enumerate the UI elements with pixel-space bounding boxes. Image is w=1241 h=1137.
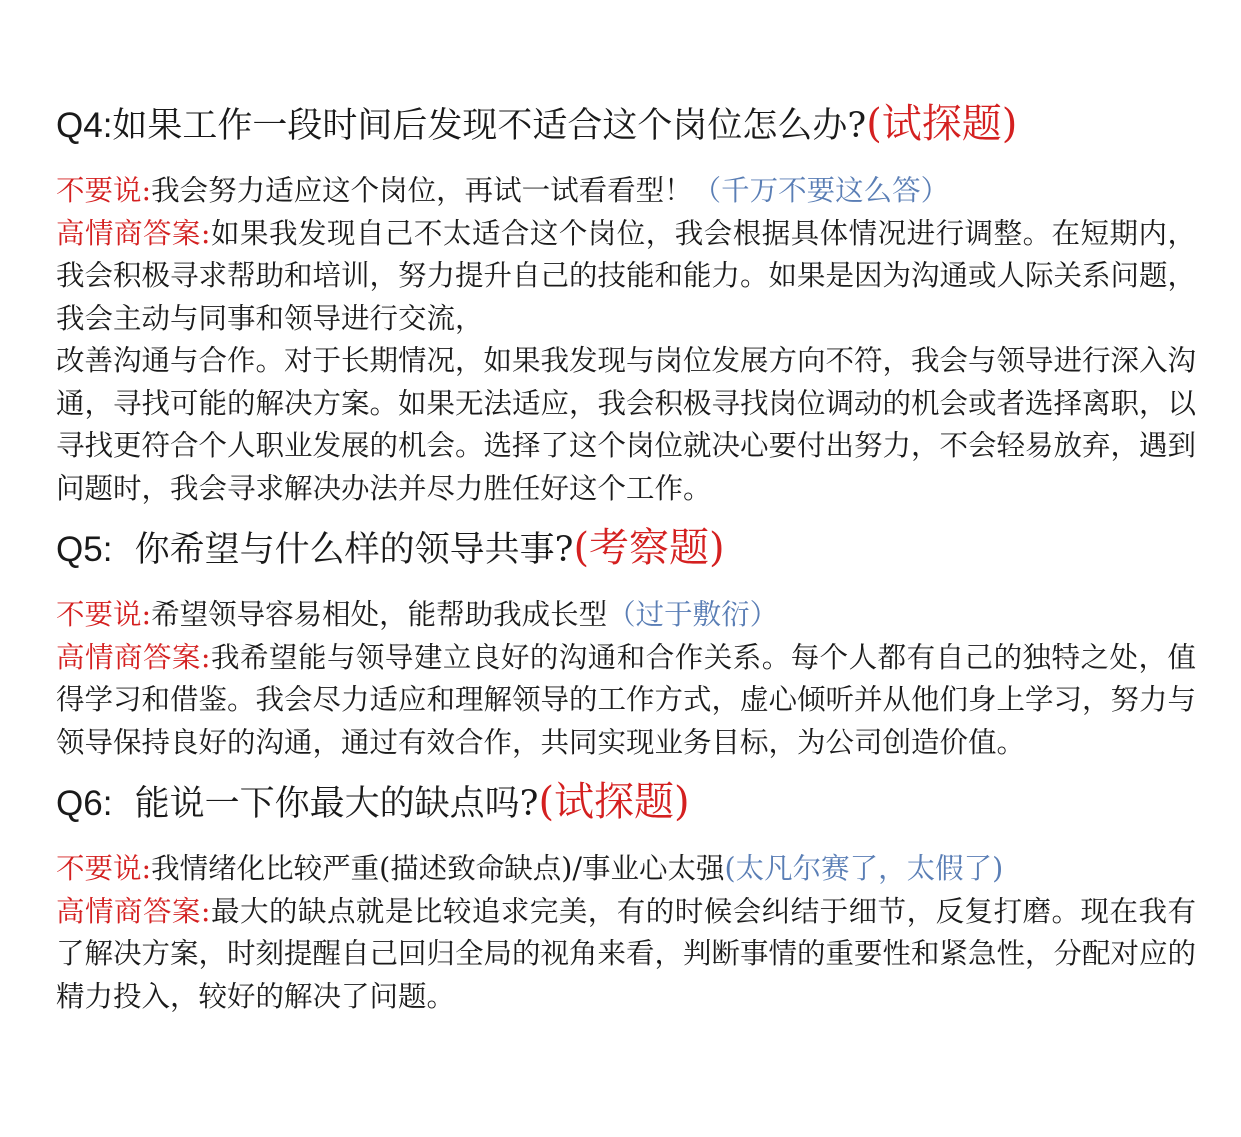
question-number: Q4: bbox=[56, 106, 113, 145]
question-number: Q6: bbox=[56, 784, 113, 823]
question-heading bbox=[56, 100, 1196, 150]
dont-say-line bbox=[56, 594, 1196, 637]
dont-say-text: 我会努力适应这个岗位，再试一试看看型！ bbox=[151, 174, 693, 207]
question-type-tag: (试探题) bbox=[866, 101, 1018, 147]
question-text: 你希望与什么样的领导共事? bbox=[112, 530, 574, 570]
dont-say-note: （过于敷衍） bbox=[607, 598, 779, 631]
answer-paragraph bbox=[56, 637, 1196, 765]
question-number: Q5: bbox=[56, 530, 113, 569]
answer-text: 最大的缺点就是比较追求完美，有的时候会纠结于细节，反复打磨。现在我有了解决方案，时刻提醒自己回归全局的视角来看，判断事情的重要性和紧急性，分配对应的精力投入，较好的解决了问题。 bbox=[56, 894, 1197, 1013]
dont-say-line bbox=[56, 848, 1196, 891]
dont-say-label: 不要说: bbox=[56, 174, 152, 207]
answer-label: 高情商答案: bbox=[56, 894, 211, 928]
section-q5 bbox=[56, 524, 1196, 764]
dont-say-line bbox=[56, 170, 1196, 213]
section-q6 bbox=[56, 778, 1196, 1018]
section-q4 bbox=[56, 100, 1196, 510]
answer-text: 改善沟通与合作。对于长期情况，如果我发现与岗位发展方向不符，我会与领导进行深入沟通，寻找可能的解决方案。如果无法适应，我会积极寻找岗位调动的机会或者选择离职，以寻找更符合个人职业发展的机会。选择了这个岗位就决心要付出努力，不会轻易放弃，遇到问题时，我会寻求解决办法并尽力胜任好这个工作。 bbox=[56, 344, 1197, 505]
answer-label: 高情商答案: bbox=[56, 216, 211, 250]
question-type-tag: (考察题) bbox=[573, 525, 725, 571]
dont-say-note: （千万不要这么答） bbox=[692, 174, 950, 207]
answer-text: 如果我发现自己不太适合这个岗位，我会根据具体情况进行调整。在短期内，我会积极寻求帮助和培训，努力提升自己的技能和能力。如果是因为沟通或人际关系问题，我会主动与同事和领导进行交流， bbox=[56, 216, 1197, 335]
question-heading bbox=[56, 524, 1196, 574]
answer-label: 高情商答案: bbox=[56, 640, 211, 674]
question-text: 能说一下你最大的缺点吗? bbox=[112, 784, 539, 824]
answer-paragraph bbox=[56, 891, 1196, 1019]
dont-say-text: 我情绪化比较严重(描述致命缺点)/事业心太强 bbox=[151, 852, 725, 885]
question-heading bbox=[56, 778, 1196, 828]
answer-paragraph-continued bbox=[56, 340, 1196, 510]
dont-say-label: 不要说: bbox=[56, 852, 152, 885]
dont-say-text: 希望领导容易相处，能帮助我成长型 bbox=[151, 598, 608, 631]
answer-paragraph bbox=[56, 213, 1196, 341]
question-text: 如果工作一段时间后发现不适合这个岗位怎么办? bbox=[112, 106, 867, 146]
dont-say-note: (太凡尔赛了，太假了) bbox=[724, 852, 1004, 885]
question-type-tag: (试探题) bbox=[538, 779, 690, 825]
document-page bbox=[56, 100, 1196, 1032]
dont-say-label: 不要说: bbox=[56, 598, 152, 631]
answer-text: 我希望能与领导建立良好的沟通和合作关系。每个人都有自己的独特之处，值得学习和借鉴。我会尽力适应和理解领导的工作方式，虚心倾听并从他们身上学习，努力与领导保持良好的沟通，通过有效合作，共同实现业务目标，为公司创造价值。 bbox=[56, 640, 1197, 759]
